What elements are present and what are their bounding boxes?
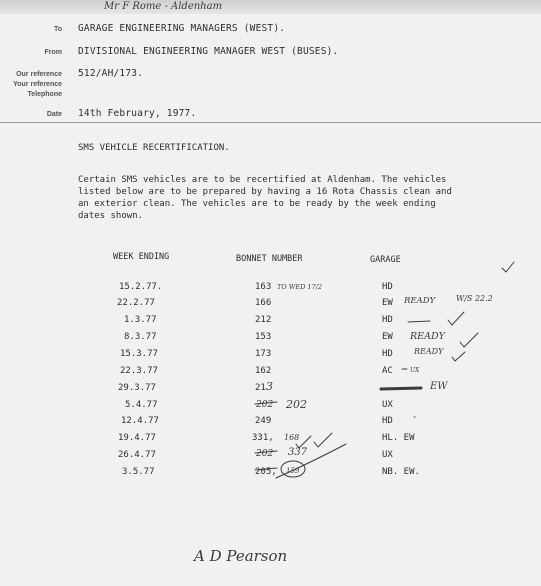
from-value: DIVISIONAL ENGINEERING MANAGER WEST (BUSES). bbox=[78, 46, 339, 57]
garage-cell: UX bbox=[382, 400, 393, 410]
week-cell: 15.3.77 bbox=[120, 349, 158, 359]
bonnet-cell: 249 bbox=[255, 416, 272, 426]
week-cell: 29.3.77 bbox=[118, 383, 156, 393]
handwritten-note: READY bbox=[414, 347, 444, 356]
tick-mark bbox=[296, 436, 311, 448]
bonnet-cell: 153 bbox=[255, 332, 272, 342]
tick-mark bbox=[452, 352, 465, 361]
paragraph-line: listed below are to be prepared by having a 16 Rota Chassis clean and bbox=[78, 187, 452, 197]
handwritten-note: READY bbox=[410, 331, 445, 342]
garage-cell: NB. EW. bbox=[382, 467, 420, 477]
dash-mark bbox=[408, 321, 430, 322]
to-label: To bbox=[53, 26, 62, 33]
from-label: From bbox=[44, 49, 62, 56]
handwritten-note: TO WED 17/2 bbox=[277, 283, 323, 291]
your-ref-label: Your reference bbox=[13, 81, 62, 88]
tick-mark bbox=[448, 312, 464, 325]
handwritten-header: Mr F Rome - Aldenham bbox=[104, 1, 223, 12]
garage-cell: HD bbox=[382, 282, 393, 292]
strike-through bbox=[255, 468, 277, 470]
garage-cell: EW bbox=[382, 332, 393, 342]
strike-through bbox=[381, 388, 421, 389]
tick-mark bbox=[314, 433, 332, 447]
handwritten-note: 168 bbox=[284, 433, 300, 442]
bonnet-cell: 205, bbox=[255, 467, 277, 477]
garage-cell: HL. EW bbox=[382, 433, 415, 443]
our-ref-label: Our reference bbox=[16, 71, 62, 78]
circle-mark bbox=[281, 461, 305, 477]
paragraph-line: an exterior clean. The vehicles are to be ready by the week ending bbox=[78, 199, 436, 209]
bonnet-cell: 21 bbox=[255, 383, 266, 393]
our-ref-value: 512/AH/173. bbox=[78, 68, 144, 79]
tick-mark bbox=[502, 262, 514, 272]
handwritten-note: 3 bbox=[266, 380, 273, 393]
to-value: GARAGE ENGINEERING MANAGERS (WEST). bbox=[78, 23, 286, 34]
handwritten-note: READY bbox=[404, 296, 436, 306]
bonnet-cell: 162 bbox=[255, 366, 272, 376]
handwritten-note: 202 bbox=[256, 400, 274, 410]
bonnet-cell: 173 bbox=[255, 349, 272, 359]
garage-cell: UX bbox=[382, 450, 393, 460]
strike-through bbox=[255, 402, 277, 404]
signature: A D Pearson bbox=[194, 547, 288, 565]
handwritten-note: 202 bbox=[256, 449, 274, 459]
swoosh-mark bbox=[276, 444, 346, 478]
week-cell: 5.4.77 bbox=[125, 400, 158, 410]
week-cell: 22.2.77 bbox=[117, 298, 155, 308]
garage-cell: HD bbox=[382, 315, 393, 325]
strike-through bbox=[255, 451, 277, 453]
bonnet-cell: 163 bbox=[255, 282, 272, 292]
header-bonnet-number: BONNET NUMBER bbox=[236, 254, 303, 264]
header-garage: GARAGE bbox=[370, 255, 401, 265]
garage-cell: EW bbox=[382, 298, 393, 308]
bonnet-cell: 166 bbox=[255, 298, 272, 308]
week-cell: 15.2.77. bbox=[119, 282, 163, 292]
week-cell: 3.5.77 bbox=[122, 467, 155, 477]
week-cell: 26.4.77 bbox=[118, 450, 156, 460]
header-week-ending: WEEK ENDING bbox=[113, 252, 170, 262]
garage-cell: AC bbox=[382, 366, 393, 376]
bonnet-cell: 331, bbox=[252, 433, 274, 443]
paragraph-line: dates shown. bbox=[78, 211, 144, 221]
tick-mark bbox=[460, 333, 478, 347]
garage-cell: HD bbox=[382, 349, 393, 359]
week-cell: 8.3.77 bbox=[124, 332, 157, 342]
date-label: Date bbox=[46, 111, 62, 118]
handwritten-note: 202 bbox=[286, 398, 307, 411]
date-value: 14th February, 1977. bbox=[78, 108, 197, 119]
bonnet-cell: 212 bbox=[255, 315, 272, 325]
handwritten-note: EW bbox=[430, 381, 448, 392]
telephone-label: Telephone bbox=[27, 91, 62, 98]
garage-cell: HD bbox=[382, 416, 393, 426]
week-cell: 1.3.77 bbox=[124, 315, 157, 325]
handwritten-note: W/S 22.2 bbox=[456, 294, 493, 303]
paragraph-line: Certain SMS vehicles are to be recertified at Aldenham. The vehicles bbox=[78, 175, 447, 185]
handwritten-note: 337 bbox=[288, 447, 308, 458]
subject-line: SMS VEHICLE RECERTIFICATION. bbox=[78, 143, 230, 153]
week-cell: 12.4.77 bbox=[121, 416, 159, 426]
handwritten-note: UX bbox=[410, 367, 420, 374]
week-cell: 19.4.77 bbox=[118, 433, 156, 443]
week-cell: 22.3.77 bbox=[120, 366, 158, 376]
handwritten-note: 159 bbox=[286, 467, 300, 475]
